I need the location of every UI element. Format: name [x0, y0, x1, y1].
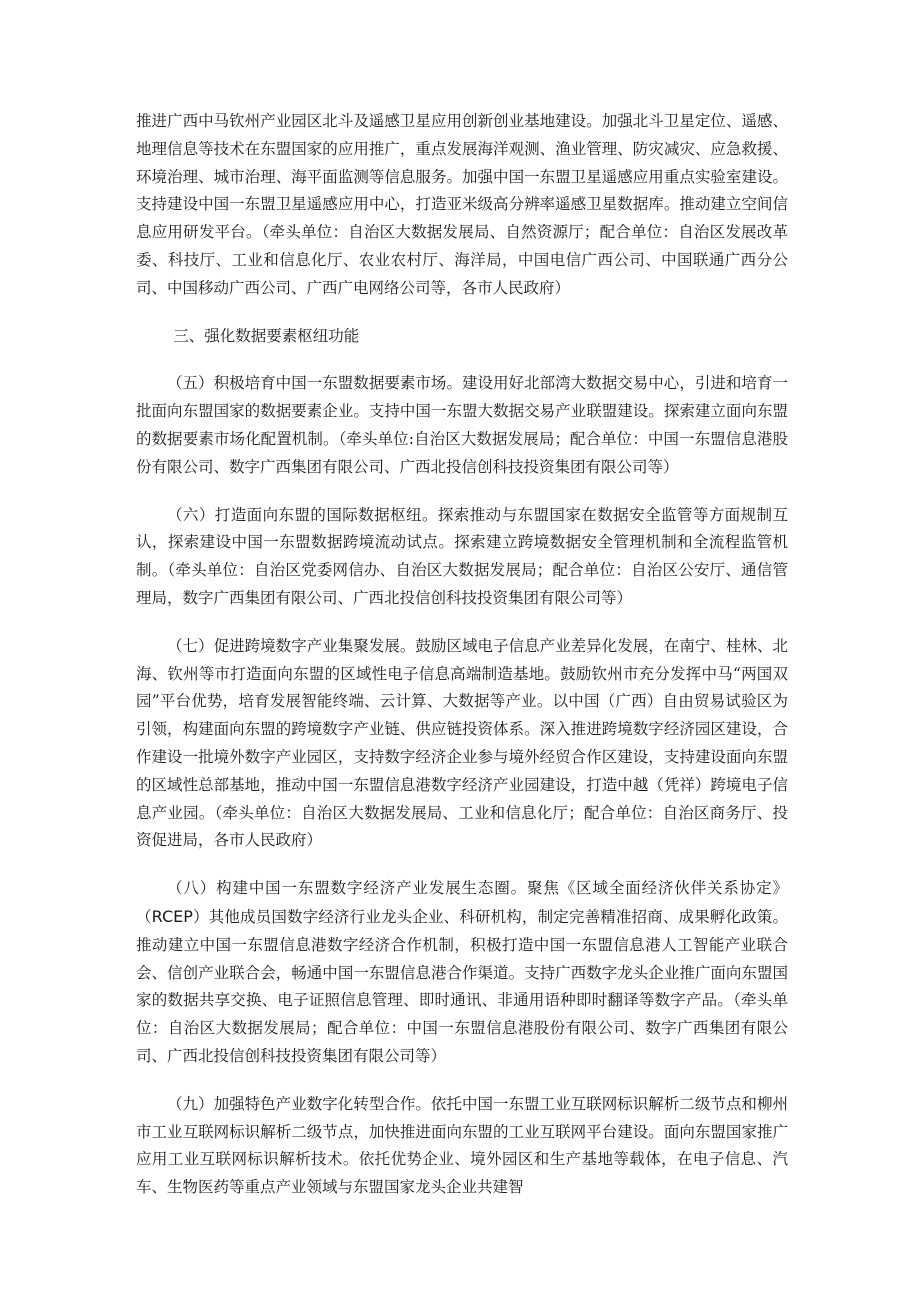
item-paragraph-7: （七）促进跨境数字产业集聚发展。鼓励区域电子信息产业差异化发展，在南宁、桂林、北海、钦州等市打造面向东盟的区域性电子信息高端制造基地。鼓励钦州市充分发挥中马“两国双园”平台优势，培育发展智能终端、云计算、大数据等产业。以中国（广西）自由贸易试验区为引领，构建面向东盟的跨境数字产业链、供应链投资体系。深入推进跨境数字经济园区建设，合作建设一批境外数字产业园区，支持数字经济企业参与境外经贸合作区建设，支持建设面向东盟的区域性总部基地，推动中国一东盟信息港数字经济产业园建设，打造中越（凭祥）跨境电子信息产业园。（牵头单位：自治区大数据发展局、工业和信息化厅；配合单位：自治区商务厅、投资促进局，各市人民政府） [136, 636, 788, 850]
item-paragraph-9: （九）加强特色产业数字化转型合作。依托中国一东盟工业互联网标识解析二级节点和柳州市工业互联网标识解析二级节点，加快推进面向东盟的工业互联网平台建设。面向东盟国家推广应用工业互联网标识解析技术。依托优势企业、境外园区和生产基地等载体，在电子信息、汽车、生物医药等重点产业领域与东盟国家龙头企业共建智 [136, 1094, 788, 1197]
intro-paragraph: 推进广西中马钦州产业园区北斗及遥感卫星应用创新创业基地建设。加强北斗卫星定位、遥感、地理信息等技术在东盟国家的应用推广，重点发展海洋观测、渔业管理、防灾减灾、应急救援、环境治理、城市治理、海平面监测等信息服务。加强中国一东盟卫星遥感应用重点实验室建设。支持建设中国一东盟卫星遥感应用中心，打造亚米级高分辨率遥感卫星数据库。推动建立空间信息应用研发平台。（牵头单位：自治区大数据发展局、自然资源厅；配合单位：自治区发展改革委、科技厅、工业和信息化厅、农业农村厅、海洋局，中国电信广西公司、中国联通广西分公司、中国移动广西公司、广西广电网络公司等，各市人民政府） [136, 112, 788, 297]
item-8-rcep: RCEP [151, 906, 193, 926]
item-8-text-before: （八）构建中国一东盟数字经济产业发展生态圈。聚焦《区域全面经济伙伴关系协定》（ [136, 879, 788, 926]
document-page [136, 108, 788, 1222]
item-paragraph-8 [136, 875, 788, 1071]
item-paragraph-6: （六）打造面向东盟的国际数据枢纽。探索推动与东盟国家在数据安全监管等方面规制互认，探索建设中国一东盟数据跨境流动试点。探索建立跨境数据安全管理机制和全流程监管机制。（牵头单位：自治区党委网信办、自治区大数据发展局；配合单位：自治区公安厅、通信管理局，数字广西集团有限公司、广西北投信创科技投资集团有限公司等） [136, 505, 788, 607]
section-heading: 三、强化数据要素枢纽功能 [173, 326, 360, 345]
item-8-text-after: ）其他成员国数字经济行业龙头企业、科研机构，制定完善精准招商、成果孵化政策。推动建立中国一东盟信息港数字经济合作机制，积极打造中国一东盟信息港人工智能产业联合会、信创产业联合会，畅通中国一东盟信息港合作渠道。支持广西数字龙头企业推广面向东盟国家的数据共享交换、电子证照信息管理、即时通讯、非通用语种即时翻译等数字产品。（牵头单位：自治区大数据发展局；配合单位：中国一东盟信息港股份有限公司、数字广西集团有限公司、广西北投信创科技投资集团有限公司等） [136, 907, 788, 1065]
item-paragraph-5: （五）积极培育中国一东盟数据要素市场。建设用好北部湾大数据交易中心，引进和培育一批面向东盟国家的数据要素企业。支持中国一东盟大数据交易产业联盟建设。探索建立面向东盟的数据要素市场化配置机制。（牵头单位:自治区大数据发展局；配合单位：中国一东盟信息港股份有限公司、数字广西集团有限公司、广西北投信创科技投资集团有限公司等） [136, 374, 788, 476]
